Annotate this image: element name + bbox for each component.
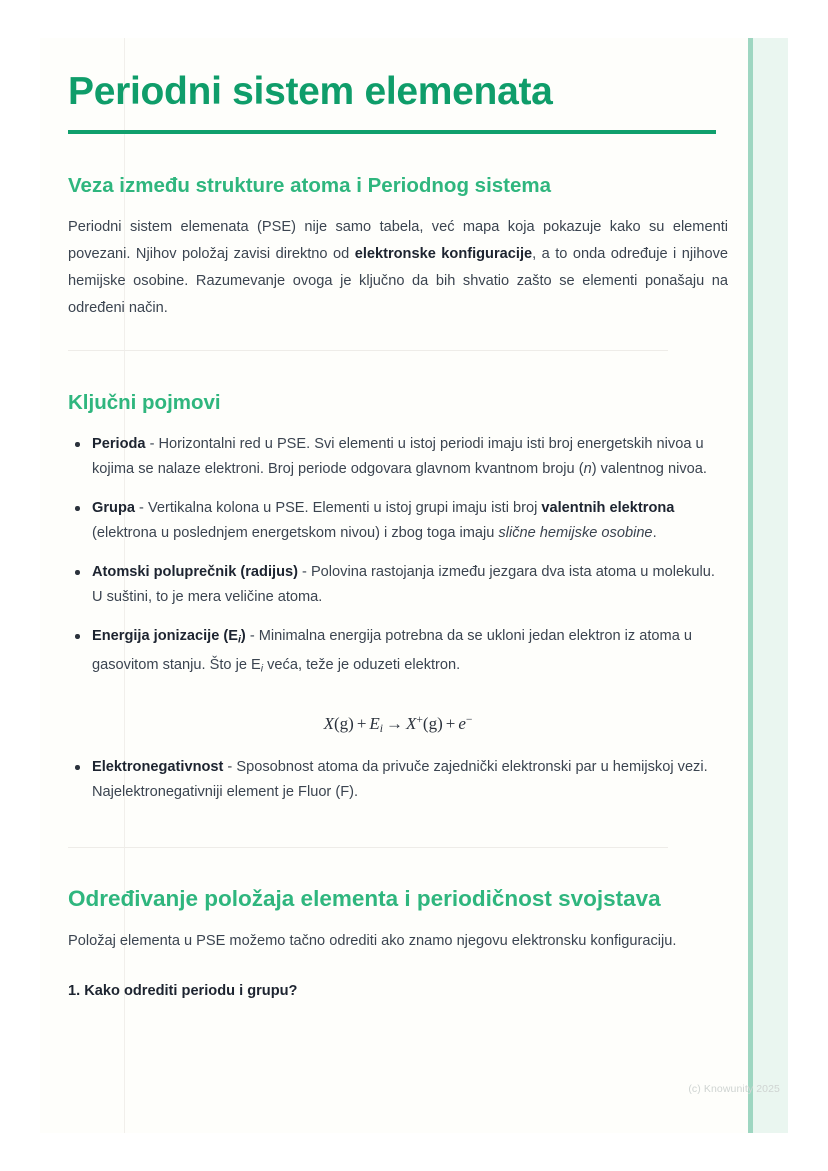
term-grupa-text-3: .: [652, 525, 657, 542]
section-heading-kljucni-pojmovi: Ključni pojmovi: [68, 390, 221, 414]
document-page: [40, 38, 788, 1133]
term-grupa-text-1: Vertikalna kolona u PSE. Elementi u istoj grupi imaju isti broj: [147, 499, 542, 516]
formula-arrow-icon: →: [386, 713, 404, 733]
term-energija-subscript: i: [237, 633, 241, 646]
term-perioda-text-1: Horizontalni red u PSE. Svi elementi u istoj periodi imaju isti broj energetskih nivoa u kojima se nalaze elektroni. Broj periode odgovara glavnom kvantnom broju (: [92, 435, 704, 478]
formula-g1: (g): [333, 713, 354, 733]
formula-x2: X: [406, 713, 417, 733]
formula-energy: E: [369, 713, 380, 733]
dash: -: [245, 627, 259, 644]
intro-paragraph: [68, 199, 728, 322]
list-item: [68, 496, 728, 560]
key-terms-list: [68, 416, 728, 695]
term-grupa-bold-valentni: valentnih elektrona: [541, 499, 675, 516]
formula-g2: (g): [422, 713, 443, 733]
term-grupa-italic-osobine: slične hemijske osobine: [498, 525, 653, 542]
intro-text-part-2: , a to onda određuje i njihove hemijske osobine. Razumevanje ovoga je ključno da bih shvatio zašto se elementi ponašaju na određeni način.: [68, 245, 728, 316]
term-energija-suffix: ): [240, 627, 246, 644]
list-item: [68, 624, 728, 695]
term-perioda: Perioda: [92, 435, 146, 452]
key-terms-list-continued: [68, 755, 728, 819]
list-item: [68, 432, 728, 496]
term-energija-text-2: veća, teže je oduzeti elektron.: [263, 656, 461, 673]
term-atomski-poluprecnik: Atomski poluprečnik (radijus): [92, 563, 298, 580]
dash: -: [145, 435, 159, 452]
intro-bold-term: elektronske konfiguracije: [354, 245, 533, 262]
dash: -: [297, 563, 311, 580]
term-atomski-poluprecnik-text: Polovina rastojanja između jezgara dva ista atoma u molekulu. U suštini, to je mera veličine atoma.: [92, 563, 715, 606]
term-elektronegativnost: Elektronegativnost: [92, 758, 224, 775]
position-paragraph: Položaj elementa u PSE možemo tačno odrediti ako znamo njegovu elektronsku konfiguraciju.: [68, 933, 677, 950]
document-content: [68, 38, 728, 1004]
copyright-watermark: (c) Knowunity 2025: [688, 1083, 780, 1095]
formula-electron-charge: −: [465, 712, 473, 726]
formula-x2-charge: +: [416, 712, 423, 726]
term-energija-jonizacije: [92, 628, 246, 644]
right-accent-panel: [753, 38, 788, 1133]
numbered-question-1: 1. Kako odrediti periodu i grupu?: [68, 983, 298, 1000]
term-grupa-text-2: (elektrona u poslednjem energetskom nivou) i zbog toga imaju: [92, 525, 499, 542]
term-energija-text-1: Minimalna energija potrebna da se ukloni jedan elektron iz atoma u gasovitom stanju. Što je E: [92, 627, 692, 673]
formula-electron: e: [458, 713, 466, 733]
list-item: [68, 560, 728, 624]
formula-x1: X: [323, 713, 334, 733]
dash: -: [134, 499, 148, 516]
section-heading-odredjivanje: Određivanje položaja elementa i periodičnost svojstava: [68, 885, 661, 911]
dash: -: [223, 758, 237, 775]
ionization-formula: [68, 695, 728, 755]
formula-plus-1: +: [356, 713, 367, 733]
term-elektronegativnost-text: Sposobnost atoma da privuče zajednički elektronski par u hemijskoj vezi. Najelektronegativniji element je Fluor (F).: [92, 758, 708, 801]
term-perioda-text-2: ) valentnog nivoa.: [591, 461, 707, 478]
formula-plus-2: +: [445, 713, 456, 733]
intro-text-part-1: Periodni sistem elemenata (PSE) nije samo tabela, već mapa koja pokazuje kako su elementi povezani. Njihov položaj zavisi direktno od: [68, 218, 728, 262]
term-energija-prefix: Energija jonizacije (E: [92, 627, 238, 644]
section-heading-veza: Veza između strukture atoma i Periodnog sistema: [68, 173, 552, 197]
term-perioda-italic-n: n: [583, 461, 592, 478]
formula-energy-subscript: i: [379, 721, 384, 735]
term-grupa: Grupa: [92, 499, 135, 516]
list-item: [68, 755, 728, 819]
inline-energija-subscript: i: [260, 662, 264, 675]
page-title: Periodni sistem elemenata: [68, 70, 553, 113]
